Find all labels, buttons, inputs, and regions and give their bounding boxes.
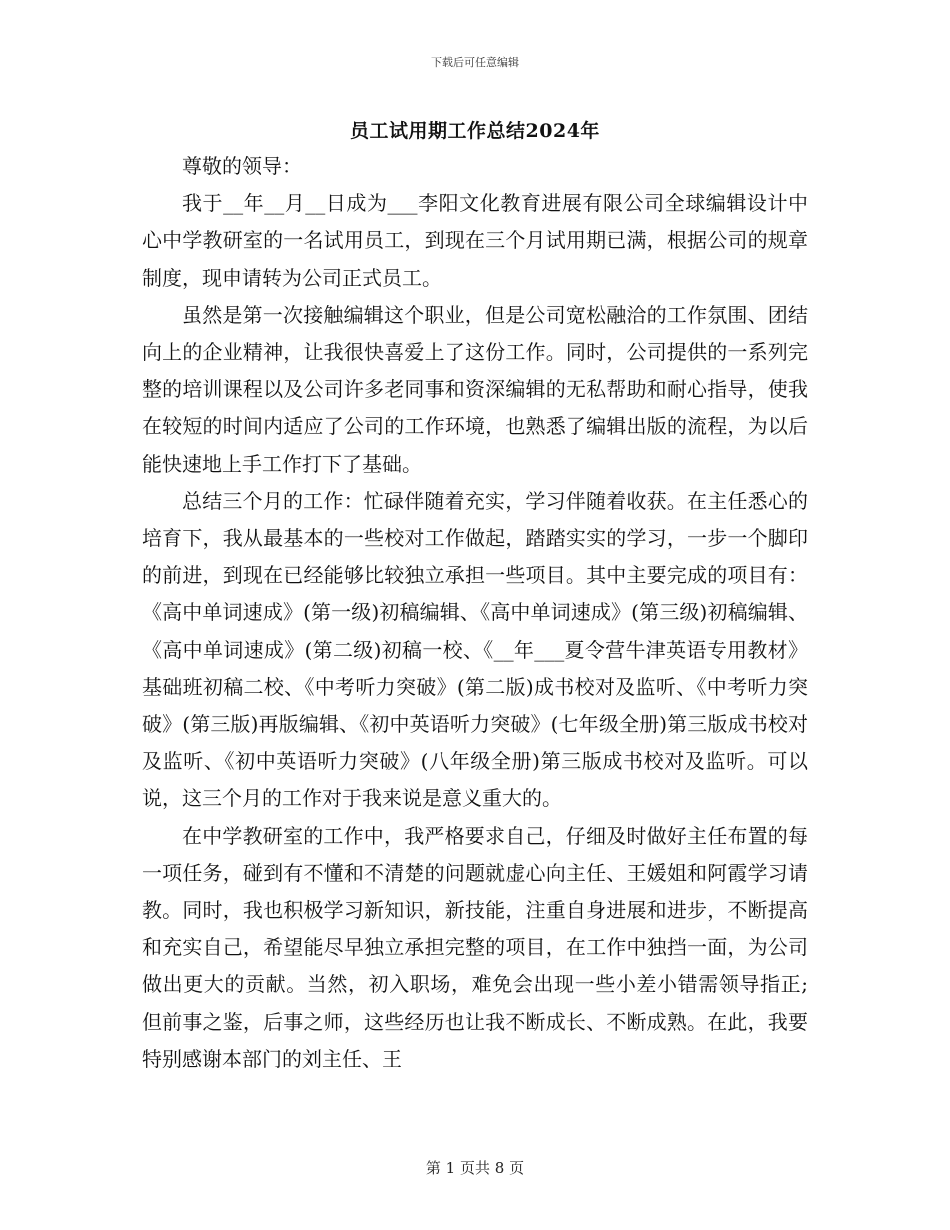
document-body (142, 148, 808, 1078)
header-note: 下载后可任意编辑 (431, 56, 519, 69)
paragraph-4: 在中学教研室的工作中，我严格要求自己，仔细及时做好主任布置的每一项任务，碰到有不懂和不清楚的问题就虚心向主任、王媛姐和阿霞学习请教。同时，我也积极学习新知识，新技能，注重自身进展和进步，不断提高和充实自己，希望能尽早独立承担完整的项目，在工作中独挡一面，为公司做出更大的贡献。当然，初入职场，难免会出现一些小差小错需领导指正;但前事之鉴，后事之师，这些经历也让我不断成长、不断成熟。在此，我要特别感谢本部门的刘主任、王 (142, 823, 808, 1071)
page-number: 第 1 页共 8 页 (425, 1159, 525, 1177)
salutation: 尊敬的领导： (182, 154, 302, 178)
paragraph-2: 虽然是第一次接触编辑这个职业，但是公司宽松融洽的工作氛围、团结向上的企业精神，让我很快喜爱上了这份工作。同时，公司提供的一系列完整的培训课程以及公司许多老同事和资深编辑的无私帮助和耐心指导，使我在较短的时间内适应了公司的工作环境，也熟悉了编辑出版的流程，为以后能快速地上手工作打下了基础。 (142, 302, 808, 476)
paragraph-1: 我于__年__月__日成为___李阳文化教育进展有限公司全球编辑设计中心中学教研室的一名试用员工，到现在三个月试用期已满，根据公司的规章制度，现申请转为公司正式员工。 (142, 191, 808, 290)
document-title: 员工试用期工作总结2024年 (350, 120, 600, 142)
paragraph-3: 总结三个月的工作：忙碌伴随着充实，学习伴随着收获。在主任悉心的培育下，我从最基本的一些校对工作做起，踏踏实实的学习，一步一个脚印的前进，到现在已经能够比较独立承担一些项目。其中主要完成的项目有：《高中单词速成》(第一级)初稿编辑、《高中单词速成》(第三级)初稿编辑、《高中单词速成》(第二级)初稿一校、《__年___夏令营牛津英语专用教材》基础班初稿二校、《中考听力突破》(第二版)成书校对及监听、《中考听力突破》(第三版)再版编辑、《初中英语听力突破》(七年级全册)第三版成书校对及监听、《初中英语听力突破》(八年级全册)第三版成书校对及监听。可以说，这三个月的工作对于我来说是意义重大的。 (142, 488, 808, 811)
